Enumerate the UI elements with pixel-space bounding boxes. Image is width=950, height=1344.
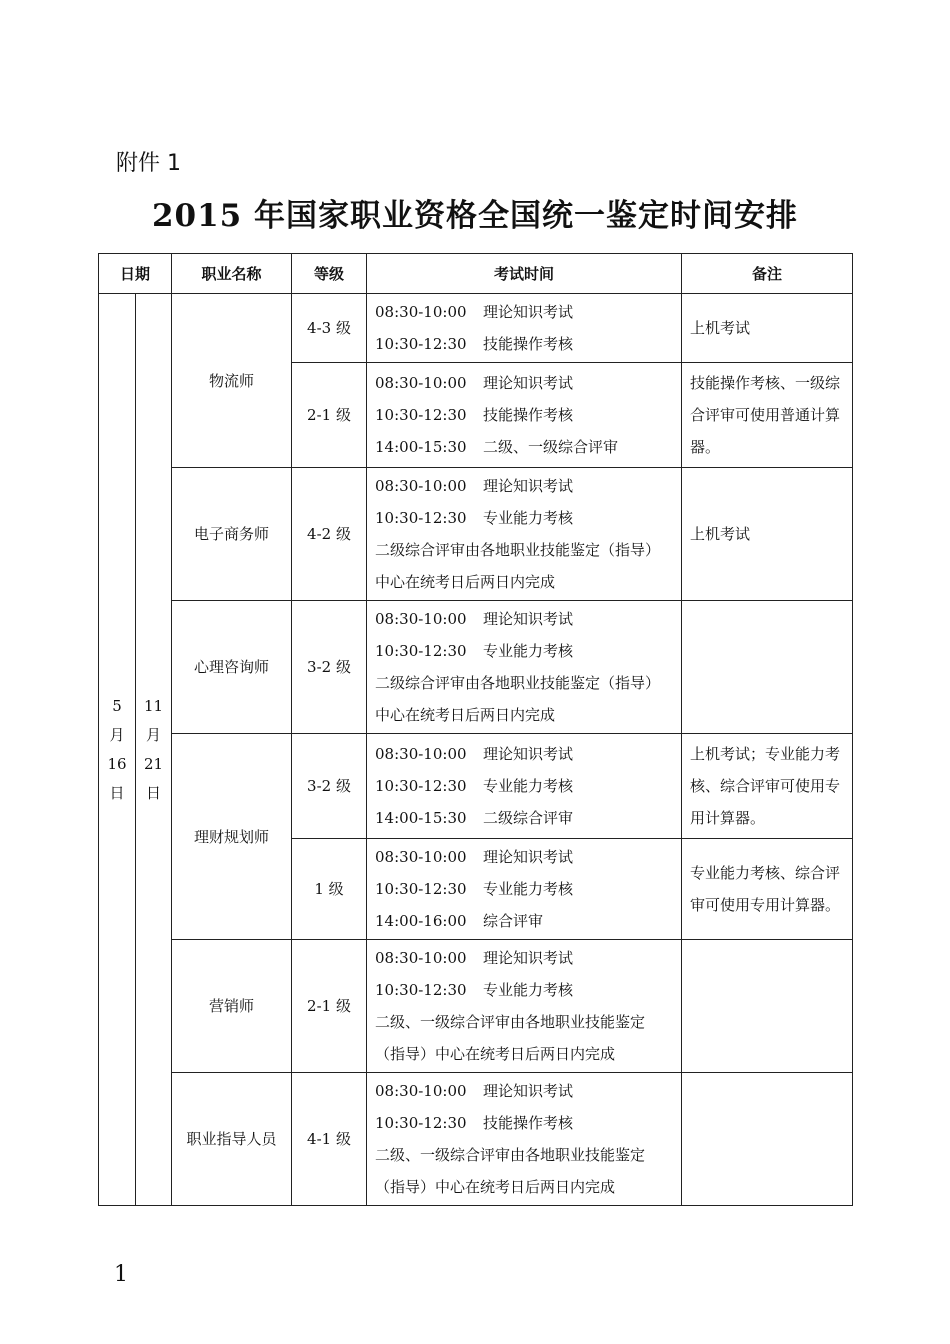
page-number: 1 xyxy=(114,1262,128,1287)
exam-time-cell: 08:30-10:00 理论知识考试 10:30-12:30 专业能力考核 14:00-15:30 二级综合评审 xyxy=(367,734,682,839)
table-row xyxy=(99,734,853,839)
exam-time-cell: 08:30-10:00 理论知识考试 10:30-12:30 专业能力考核 二级综合评审由各地职业技能鉴定（指导）中心在统考日后两日内完成 xyxy=(367,468,682,601)
remarks-cell xyxy=(682,601,853,734)
remarks-cell xyxy=(682,1073,853,1206)
occupation-cell: 物流师 xyxy=(172,294,292,468)
attachment-label: 附件 1 xyxy=(116,151,181,176)
table-row xyxy=(99,601,853,734)
level-cell: 2-1 级 xyxy=(292,363,367,468)
level-cell: 4-1 级 xyxy=(292,1073,367,1206)
table-row xyxy=(99,468,853,601)
occupation-cell: 理财规划师 xyxy=(172,734,292,940)
header-occupation: 职业名称 xyxy=(172,254,292,294)
exam-time-cell: 08:30-10:00 理论知识考试 10:30-12:30 专业能力考核 二级综合评审由各地职业技能鉴定（指导）中心在统考日后两日内完成 xyxy=(367,601,682,734)
date-month-day-2: 11 月 21 日 xyxy=(136,294,172,1206)
table-row xyxy=(99,294,853,363)
header-remarks: 备注 xyxy=(682,254,853,294)
remarks-cell: 上机考试；专业能力考核、综合评审可使用专用计算器。 xyxy=(682,734,853,839)
level-cell: 4-2 级 xyxy=(292,468,367,601)
exam-time-cell: 08:30-10:00 理论知识考试 10:30-12:30 技能操作考核 xyxy=(367,294,682,363)
level-cell: 1 级 xyxy=(292,839,367,940)
header-level: 等级 xyxy=(292,254,367,294)
exam-time-cell: 08:30-10:00 理论知识考试 10:30-12:30 专业能力考核 二级、一级综合评审由各地职业技能鉴定（指导）中心在统考日后两日内完成 xyxy=(367,940,682,1073)
exam-time-cell: 08:30-10:00 理论知识考试 10:30-12:30 专业能力考核 14:00-16:00 综合评审 xyxy=(367,839,682,940)
occupation-cell: 心理咨询师 xyxy=(172,601,292,734)
document-title: 2015 年国家职业资格全国统一鉴定时间安排 xyxy=(151,198,799,234)
level-cell: 4-3 级 xyxy=(292,294,367,363)
remarks-cell: 技能操作考核、一级综合评审可使用普通计算器。 xyxy=(682,363,853,468)
occupation-cell: 职业指导人员 xyxy=(172,1073,292,1206)
level-cell: 2-1 级 xyxy=(292,940,367,1073)
remarks-cell: 上机考试 xyxy=(682,294,853,363)
remarks-cell: 上机考试 xyxy=(682,468,853,601)
occupation-cell: 营销师 xyxy=(172,940,292,1073)
remarks-cell xyxy=(682,940,853,1073)
exam-time-cell: 08:30-10:00 理论知识考试 10:30-12:30 技能操作考核 14:00-15:30 二级、一级综合评审 xyxy=(367,363,682,468)
exam-time-cell: 08:30-10:00 理论知识考试 10:30-12:30 技能操作考核 二级、一级综合评审由各地职业技能鉴定（指导）中心在统考日后两日内完成 xyxy=(367,1073,682,1206)
level-cell: 3-2 级 xyxy=(292,601,367,734)
level-cell: 3-2 级 xyxy=(292,734,367,839)
schedule-table xyxy=(98,253,853,1206)
date-month-day-1: 5 月 16 日 xyxy=(99,294,136,1206)
occupation-cell: 电子商务师 xyxy=(172,468,292,601)
table-row xyxy=(99,1073,853,1206)
remarks-cell: 专业能力考核、综合评审可使用专用计算器。 xyxy=(682,839,853,940)
table-row xyxy=(99,940,853,1073)
header-date: 日期 xyxy=(99,254,172,294)
header-row xyxy=(99,254,853,294)
header-exam-time: 考试时间 xyxy=(367,254,682,294)
